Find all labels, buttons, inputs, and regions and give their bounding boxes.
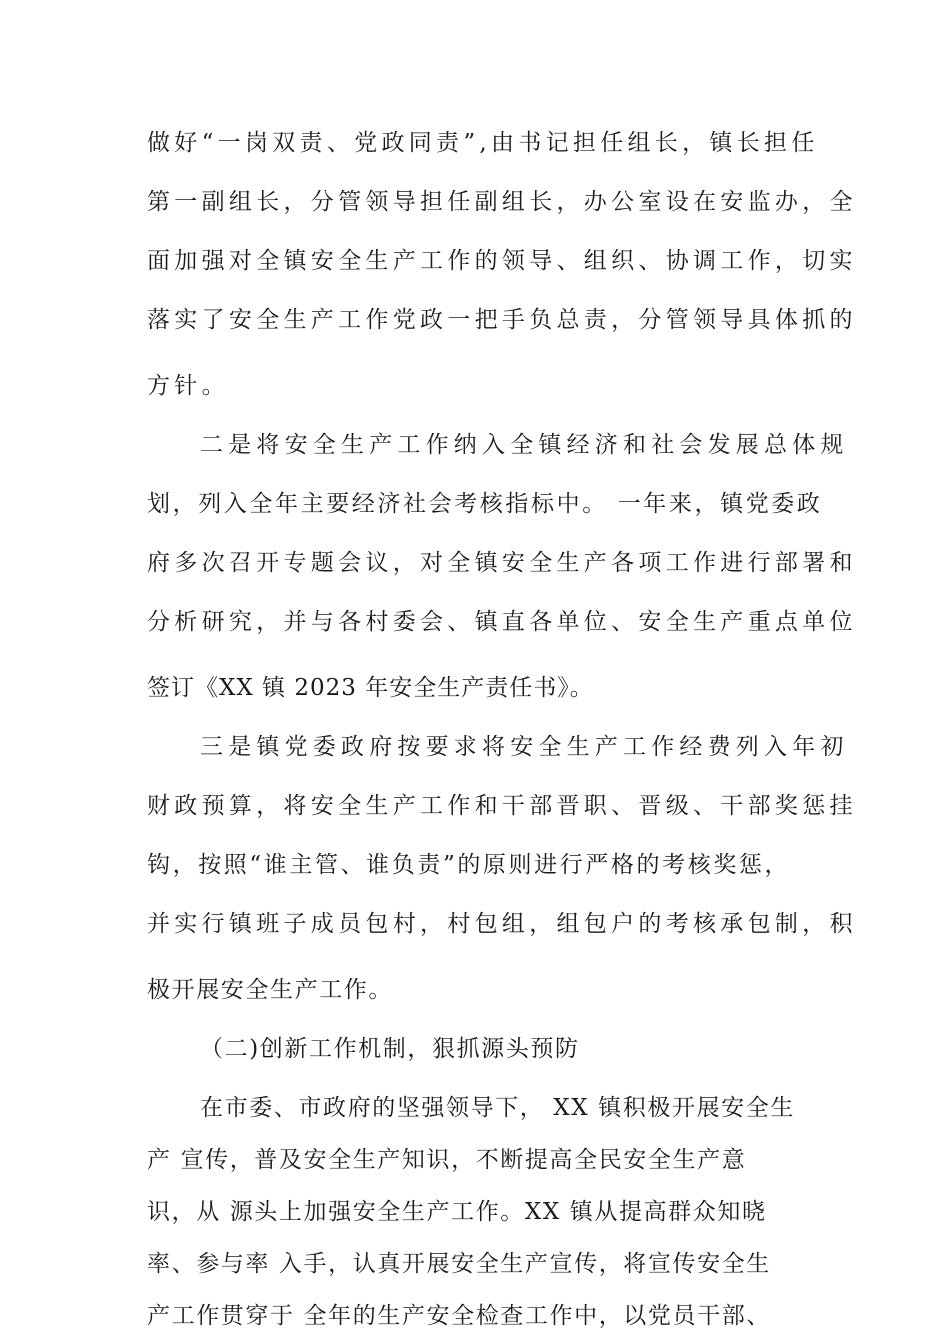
- body-line-3: 面加强对全镇安全生产工作的领导、组织、协调工作，切实: [147, 248, 857, 274]
- body-line-18: 产 宣传，普及安全生产知识，不断提高全民安全生产意: [147, 1147, 747, 1173]
- body-line-5: 方针。: [147, 373, 229, 399]
- body-line-19: 识，从 源头上加强安全生产工作。XX 镇从提高群众知晓: [147, 1199, 767, 1225]
- body-line-10: 签订《XX 镇 2023 年安全生产责任书》。: [147, 675, 594, 701]
- body-line-12: 财政预算，将安全生产工作和干部晋职、晋级、干部奖惩挂: [147, 793, 857, 819]
- body-line-14: 并实行镇班子成员包村，村包组，组包户的考核承包制，积: [147, 911, 857, 937]
- body-line-1: 做好“一岗双责、党政同责”,由书记担任组长，镇长担任: [147, 130, 819, 156]
- body-line-11: 三是镇党委政府按要求将安全生产工作经费列入年初: [200, 734, 849, 760]
- body-line-21: 产工作贯穿于 全年的生产安全检查工作中，以党员干部、: [147, 1303, 771, 1329]
- body-line-6: 二是将安全生产工作纳入全镇经济和社会发展总体规: [200, 432, 849, 458]
- body-line-4: 落实了安全生产工作党政一把手负总责，分管领导具体抓的: [147, 307, 857, 333]
- body-line-15: 极开展安全生产工作。: [147, 977, 393, 1003]
- body-line-8: 府多次召开专题会议，对全镇安全生产各项工作进行部署和: [147, 550, 857, 576]
- section-heading: （二)创新工作机制，狠抓源头预防: [200, 1036, 580, 1062]
- body-line-9: 分析研究，并与各村委会、镇直各单位、安全生产重点单位: [147, 609, 857, 635]
- body-line-17: 在市委、市政府的坚强领导下， XX 镇积极开展安全生: [200, 1095, 795, 1121]
- body-line-20: 率、参与率 入手，认真开展安全生产宣传，将宣传安全生: [147, 1251, 771, 1277]
- body-line-13: 钩，按照“谁主管、谁负责”的原则进行严格的考核奖惩，: [147, 852, 791, 878]
- body-line-2: 第一副组长，分管领导担任副组长，办公室设在安监办，全: [147, 189, 857, 215]
- body-line-7: 划，列入全年主要经济社会考核指标中。 一年来，镇党委政: [147, 491, 823, 517]
